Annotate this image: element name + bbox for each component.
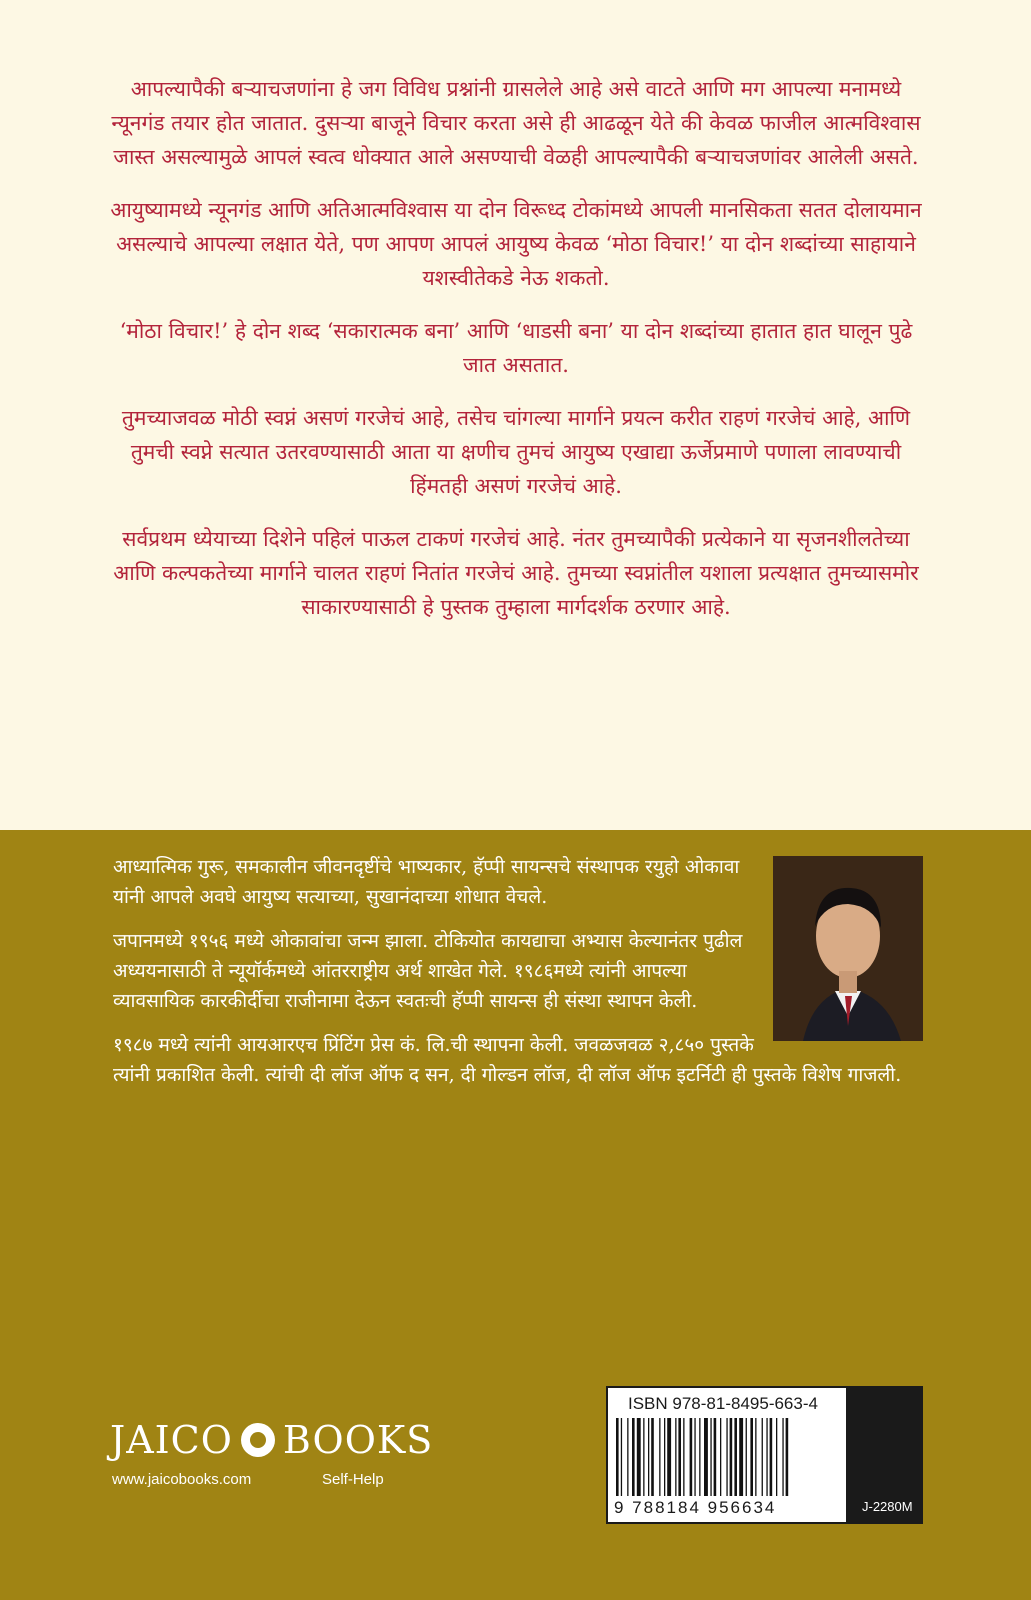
logo-right-text: BOOKS xyxy=(282,1418,434,1462)
blurb-paragraph-1: आपल्यापैकी बऱ्याचजणांना हे जग विविध प्रश्नांनी ग्रासलेले आहे असे वाटते आणि मग आपल्या मनामध्ये न्यूनगंड तयार होत जातात. दुसऱ्या बाजूने विचार करता असे ही आढळून येते की केवळ फाजील आत्मविश्वास जास्त असल्यामुळे आपलं स्वत्व धोक्यात आले असण्याची वेळही आपल्यापैकी बऱ्याचजणांवर आलेली असते. xyxy=(111,77,921,169)
author-bio xyxy=(113,852,923,1104)
catalog-code: J-2280M xyxy=(862,1499,913,1514)
publisher-url: www.jaicobooks.com xyxy=(112,1471,252,1488)
isbn-text: ISBN 978-81-8495-663-4 xyxy=(628,1394,818,1413)
blurb-paragraph-4: तुमच्याजवळ मोठी स्वप्नं असणं गरजेचं आहे, तसेच चांगल्या मार्गाने प्रयत्न करीत राहणं गरजेचं आहे, आणि तुमची स्वप्ने सत्यात उतरवण्यासाठी आता या क्षणीच तुमचं आयुष्य एखाद्या ऊर्जेप्रमाणे पणाला लावण्याची हिंमतही असणं गरजेचं आहे. xyxy=(121,406,911,498)
bio-paragraph-3: १९८७ मध्ये त्यांनी आयआरएच प्रिंटिंग प्रेस कं. लि.ची स्थापना केली. जवळजवळ २,८५० पुस्तके त्यांनी प्रकाशित केली. त्यांची दी लॉज ऑफ द सन, दी गोल्डन लॉज, दी लॉज ऑफ इटर्निटी ही पुस्तके विशेष गाजली. xyxy=(113,1034,902,1086)
barcode-digits: 9 788184 956634 xyxy=(614,1498,777,1517)
publisher-logo xyxy=(110,1418,433,1462)
bio-paragraph-1: आध्यात्मिक गुरू, समकालीन जीवनदृष्टींचे भाष्यकार, हॅप्पी सायन्सचे संस्थापक रयुहो ओकावा यांनी आपले अवघे आयुष्य सत्याच्या, सुखानंदाच्या शोधात वेचले. xyxy=(113,856,740,908)
blurb-paragraph-5: सर्वप्रथम ध्येयाच्या दिशेने पहिलं पाऊल टाकणं गरजेचं आहे. नंतर तुमच्यापैकी प्रत्येकाने या सृजनशीलतेच्या आणि कल्पकतेच्या मार्गाने चालत राहणं नितांत गरजेचं आहे. तुमच्या स्वप्नांतील यशाला प्रत्यक्षात तुमच्यासमोर साकारण्यासाठी हे पुस्तक तुम्हाला मार्गदर्शक ठरणार आहे. xyxy=(113,527,919,619)
logo-left-text: JAICO xyxy=(110,1418,233,1462)
barcode-panel xyxy=(608,1388,846,1522)
sun-emblem-icon xyxy=(241,1423,275,1457)
barcode-bars xyxy=(616,1418,838,1496)
genre-label: Self-Help xyxy=(322,1471,384,1488)
author-photo xyxy=(773,856,923,1041)
bio-paragraph-2: जपानमध्ये १९५६ मध्ये ओकावांचा जन्म झाला. टोकियोत कायद्याचा अभ्यास केल्यानंतर पुढील अध्ययनासाठी ते न्यूयॉर्कमध्ये आंतरराष्ट्रीय अर्थ शाखेत गेले. १९८६मध्ये त्यांनी आपल्या व्यावसायिक कारकीर्दीचा राजीनामा देऊन स्वतःची हॅप्पी सायन्स ही संस्था स्थापन केली. xyxy=(113,930,743,1012)
blurb-paragraph-3: ‘मोठा विचार!’ हे दोन शब्द ‘सकारात्मक बना’ आणि ‘धाडसी बना’ या दोन शब्दांच्या हातात हात घालून पुढे जात असतात. xyxy=(119,319,913,377)
blurb-paragraph-2: आयुष्यामध्ये न्यूनगंड आणि अतिआत्मविश्वास या दोन विरूध्द टोकांमध्ये आपली मानसिकता सतत दोलायमान असल्याचे आपल्या लक्षात येते, पण आपण आपलं आयुष्य केवळ ‘मोठा विचार!’ या दोन शब्दांच्या साहायाने यशस्वीतेकडे नेऊ शकतो. xyxy=(110,198,922,290)
blurb-text xyxy=(110,72,922,643)
barcode-block xyxy=(606,1386,923,1524)
